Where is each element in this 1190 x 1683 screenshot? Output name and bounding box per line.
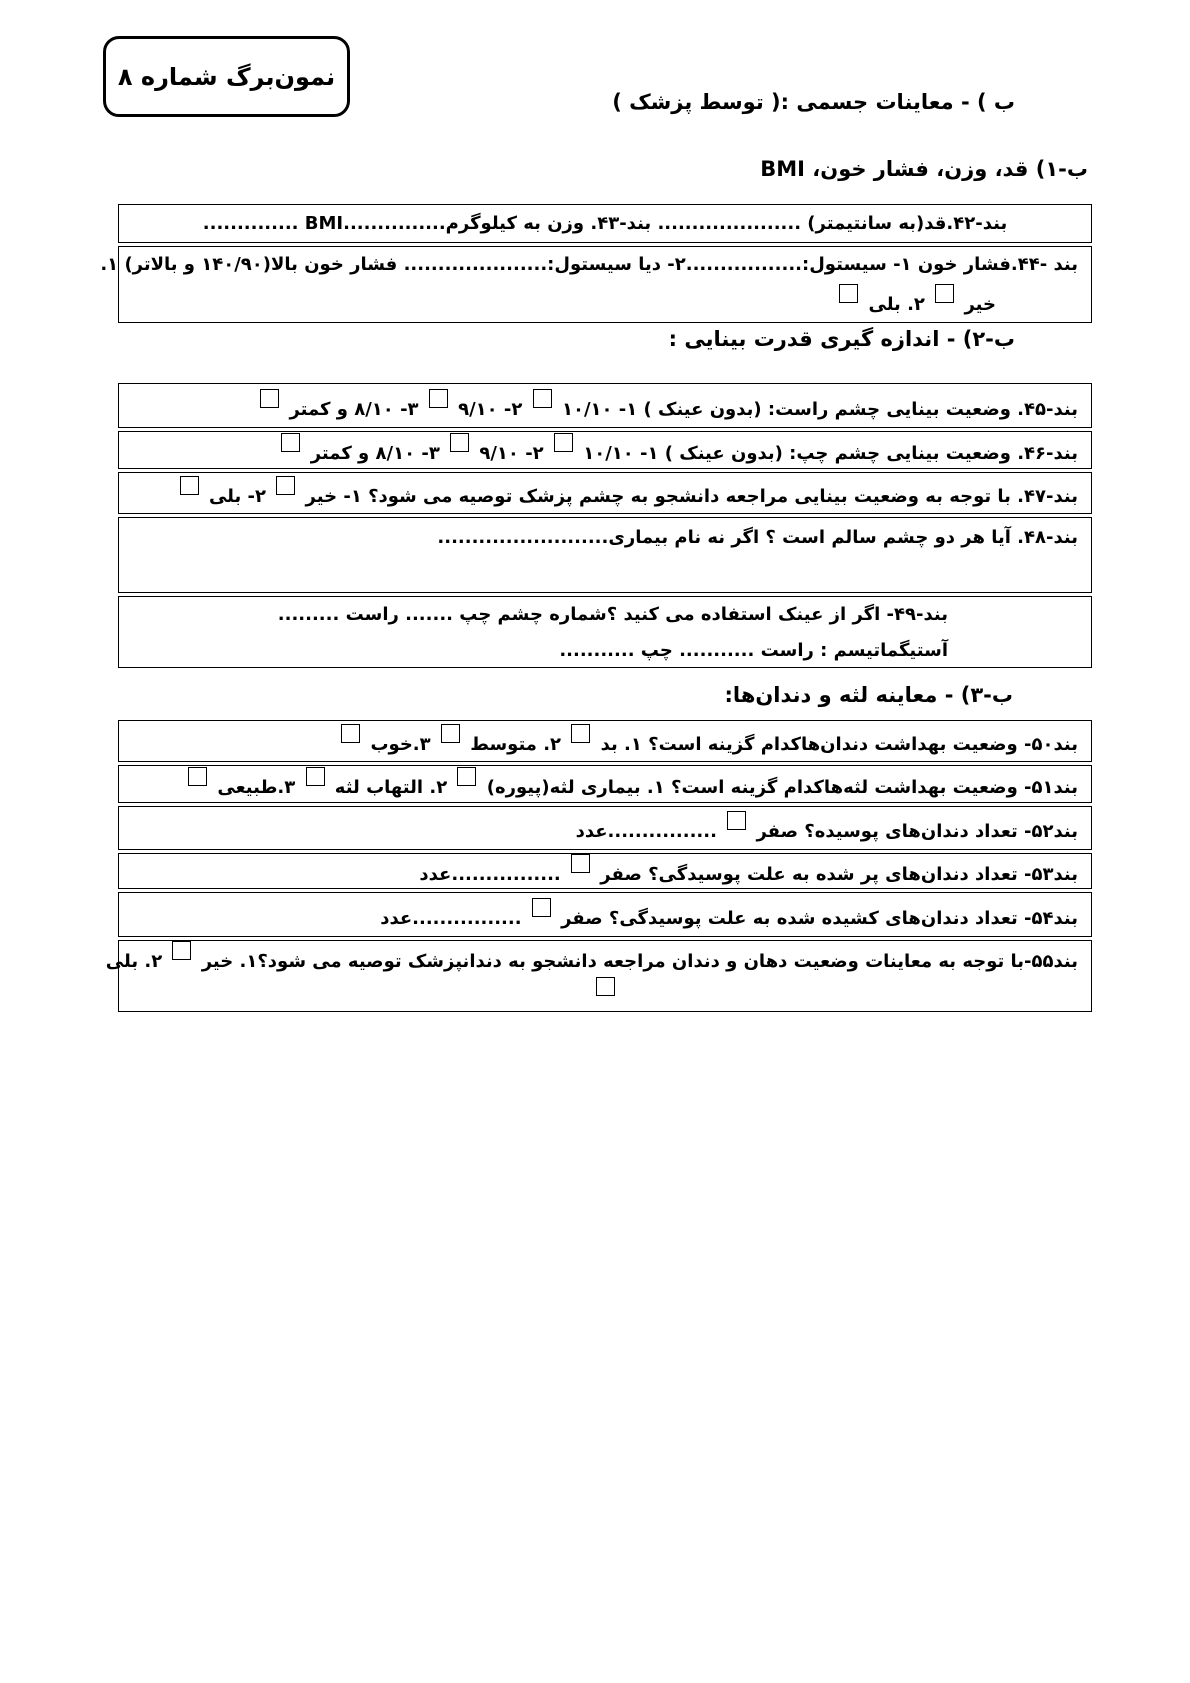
checkbox[interactable] — [260, 389, 279, 408]
table-b1-measurements — [100, 204, 1092, 323]
row-55-dentist-referral — [105, 940, 1092, 1012]
form-line — [132, 284, 1078, 318]
form-text: بند۵۵-با توجه به معاینات وضعیت دهان و دندان مراجعه دانشجو به دندانپزشک توصیه می شود؟۱. خیر — [195, 951, 1078, 972]
form-line — [132, 811, 1078, 845]
form-text: ................عدد — [380, 907, 528, 929]
form-line — [132, 854, 1078, 888]
row-52-decayed-teeth-count — [118, 806, 1092, 850]
form-text: بند۵۱- وضعیت بهداشت لثه‌هاکدام گزینه است؟ ۱. بیماری لثه(پیوره) — [480, 777, 1078, 798]
checkbox[interactable] — [441, 724, 460, 743]
form-line — [132, 524, 1078, 551]
form-number-badge — [103, 36, 350, 117]
form-text: ۳- ۸/۱۰ و کمتر — [304, 443, 447, 464]
checkbox[interactable] — [276, 476, 295, 495]
form-text: ۲- ۹/۱۰ — [473, 443, 550, 464]
form-text: ۲. بلی — [862, 294, 932, 315]
form-text: بند-۴۷. با توجه به وضعیت بینایی مراجعه دانشجو به چشم پزشک توصیه می شود؟ ۱- خیر — [299, 486, 1078, 507]
form-text: ۳.طبیعی — [211, 777, 302, 798]
row-53-filled-teeth-count — [118, 853, 1092, 889]
form-text: ۲. التهاب لثه — [328, 777, 454, 798]
row-44-blood-pressure — [100, 246, 1092, 323]
row-54-extracted-teeth-count — [118, 892, 1092, 937]
row-46-left-eye-vision — [118, 431, 1092, 469]
form-number-label: نمون‌برگ شماره ۸ — [117, 62, 336, 91]
checkbox[interactable] — [306, 767, 325, 786]
form-line — [132, 210, 1078, 237]
form-text: بند -۴۴.فشار خون ۱- سیستول:.................۲- دیا سیستول:..................... فشار خون بالا(۱۴۰/۹۰ و بالاتر) ۱. — [100, 254, 1078, 275]
form-text: ۳- ۸/۱۰ و کمتر — [283, 398, 425, 420]
checkbox[interactable] — [554, 433, 573, 452]
checkbox[interactable] — [180, 476, 199, 495]
checkbox[interactable] — [429, 389, 448, 408]
form-text: ................عدد — [575, 821, 724, 842]
form-text: ۲. متوسط — [463, 734, 568, 755]
checkbox[interactable] — [172, 941, 191, 960]
checkbox[interactable] — [596, 977, 615, 996]
form-text: بند۵۴- تعداد دندان‌های کشیده شده به علت پوسیدگی؟ صفر — [554, 907, 1078, 929]
table-b2-vision — [118, 383, 1092, 668]
form-text: ۳.خوب — [364, 734, 437, 755]
checkbox[interactable] — [727, 811, 746, 830]
section-b-heading: ب ) - معاینات جسمی :( توسط پزشک ) — [612, 90, 1015, 114]
checkbox[interactable] — [571, 854, 590, 873]
form-line — [132, 724, 1078, 758]
checkbox[interactable] — [188, 767, 207, 786]
section-b3-heading: ب-۳) - معاینه لثه و دندان‌ها: — [724, 683, 1013, 707]
form-text: خیر — [958, 294, 996, 315]
form-text: ۲. بلی — [105, 951, 169, 972]
checkbox[interactable] — [281, 433, 300, 452]
form-text: ................عدد — [419, 864, 568, 885]
form-text: بند-۴۲.قد(به سانتیمتر) ..................... بند-۴۳. وزن به کیلوگرم...............BMI .............. — [202, 213, 1008, 234]
row-47-eye-doctor-referral — [118, 472, 1092, 514]
section-b1-heading: ب-۱) قد، وزن، فشار خون، BMI — [760, 157, 1088, 181]
form-text: ۲- ۹/۱۰ — [451, 398, 529, 420]
checkbox[interactable] — [457, 767, 476, 786]
form-text: آستیگماتیسم : راست ........... چپ ........... — [559, 639, 948, 661]
checkbox[interactable] — [341, 724, 360, 743]
form-text: بند-۴۸. آیا هر دو چشم سالم است ؟ اگر نه نام بیماری......................... — [437, 527, 1078, 548]
checkbox[interactable] — [450, 433, 469, 452]
table-b3-teeth — [105, 720, 1092, 1012]
form-line — [132, 389, 1078, 423]
form-text: بند-۴۵. وضعیت بینایی چشم راست: (بدون عینک ) ۱- ۱۰/۱۰ — [555, 398, 1078, 420]
form-text: بند-۴۹- اگر از عینک استفاده می کنید ؟شماره چشم چپ ....... راست ......... — [277, 603, 948, 625]
checkbox[interactable] — [935, 284, 954, 303]
form-text: ۲- بلی — [202, 486, 273, 507]
form-line — [132, 476, 1078, 510]
row-45-right-eye-vision — [118, 383, 1092, 428]
row-49-glasses-number — [118, 596, 1092, 668]
row-42-43-height-weight-bmi — [118, 204, 1092, 243]
row-50-dental-hygiene — [118, 720, 1092, 762]
form-text: بند۵۳- تعداد دندان‌های پر شده به علت پوسیدگی؟ صفر — [594, 864, 1078, 885]
form-line — [132, 637, 1078, 664]
checkbox[interactable] — [839, 284, 858, 303]
checkbox[interactable] — [571, 724, 590, 743]
form-text: بند-۴۶. وضعیت بینایی چشم چپ: (بدون عینک ) ۱- ۱۰/۱۰ — [576, 443, 1078, 464]
form-line — [132, 977, 1078, 1011]
row-48-eyes-healthy — [118, 517, 1092, 593]
form-line — [105, 941, 1078, 975]
form-line — [132, 601, 1078, 628]
form-line — [132, 433, 1078, 467]
section-b2-heading: ب-۲) - اندازه گیری قدرت بینایی : — [668, 327, 1015, 351]
checkbox[interactable] — [532, 898, 551, 917]
form-text: بند۵۰- وضعیت بهداشت دندان‌هاکدام گزینه است؟ ۱. بد — [594, 734, 1078, 755]
checkbox[interactable] — [533, 389, 552, 408]
form-line — [132, 898, 1078, 932]
row-51-gum-hygiene — [118, 765, 1092, 803]
form-line — [132, 767, 1078, 801]
form-text: بند۵۲- تعداد دندان‌های پوسیده؟ صفر — [750, 821, 1078, 842]
form-line — [100, 251, 1078, 278]
